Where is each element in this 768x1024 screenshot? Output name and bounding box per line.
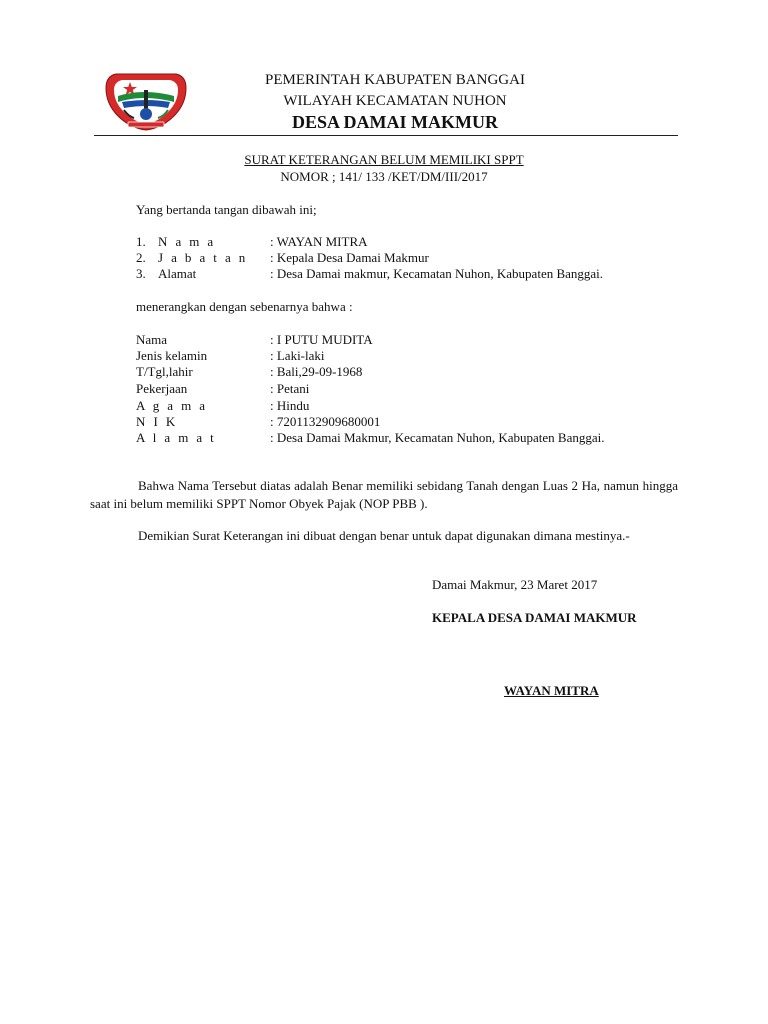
subject-label-religion: A g a m a xyxy=(136,398,208,413)
place-date: Damai Makmur, 23 Maret 2017 xyxy=(432,577,598,592)
subject-value-religion: : Hindu xyxy=(270,398,310,413)
subject-value-address: : Desa Damai Makmur, Kecamatan Nuhon, Kabupaten Banggai. xyxy=(270,430,605,445)
subject-value-birth: : Bali,29-09-1968 xyxy=(270,364,363,379)
subject-label-nik: N I K xyxy=(136,414,178,429)
letter-title-text: SURAT KETERANGAN BELUM MEMILIKI SPPT xyxy=(244,152,524,167)
signer-label-address: Alamat xyxy=(158,266,197,281)
subject-label-address: A l a m a t xyxy=(136,430,217,445)
signer-name: WAYAN MITRA xyxy=(504,683,599,698)
body-paragraph-1 xyxy=(90,477,678,513)
statement-text: menerangkan dengan sebenarnya bahwa : xyxy=(136,299,353,314)
header-district: WILAYAH KECAMATAN NUHON xyxy=(283,93,507,109)
signer-label-name: N a m a xyxy=(158,234,216,249)
signer-num: 2. xyxy=(136,250,146,265)
subject-label-name: Nama xyxy=(136,332,168,347)
subject-label-gender: Jenis kelamin xyxy=(136,348,208,363)
signer-label-position: J a b a t a n xyxy=(158,250,248,265)
subject-label-occupation: Pekerjaan xyxy=(136,381,188,396)
body-paragraph-2 xyxy=(90,527,678,545)
header-divider xyxy=(94,135,678,136)
header-village: DESA DAMAI MAKMUR xyxy=(292,112,498,132)
subject-value-gender: : Laki-laki xyxy=(270,348,325,363)
signer-num: 3. xyxy=(136,266,146,281)
subject-label-birth: T/Tgl,lahir xyxy=(136,364,193,379)
subject-value-occupation: : Petani xyxy=(270,381,310,396)
signer-value-name: : WAYAN MITRA xyxy=(270,234,368,249)
signer-num: 1. xyxy=(136,234,146,249)
body-paragraph-2-text: Demikian Surat Keterangan ini dibuat dengan benar untuk dapat digunakan dimana mestinya.- xyxy=(138,528,630,543)
body-paragraph-1-text: Bahwa Nama Tersebut diatas adalah Benar memiliki sebidang Tanah dengan Luas 2 Ha, namun hingga saat ini belum memiliki SPPT Nomor Obyek Pajak (NOP PBB ). xyxy=(90,478,678,511)
subject-value-name: : I PUTU MUDITA xyxy=(270,332,373,347)
signer-value-address: : Desa Damai makmur, Kecamatan Nuhon, Kabupaten Banggai. xyxy=(270,266,604,281)
intro-text: Yang bertanda tangan dibawah ini; xyxy=(136,202,317,217)
subject-value-nik: : 7201132909680001 xyxy=(270,414,381,429)
letter-title xyxy=(0,152,768,168)
letter-number: NOMOR ; 141/ 133 /KET/DM/III/2017 xyxy=(280,169,488,184)
signer-position: KEPALA DESA DAMAI MAKMUR xyxy=(432,610,637,625)
header-government: PEMERINTAH KABUPATEN BANGGAI xyxy=(265,72,525,88)
regency-emblem-icon xyxy=(104,70,188,132)
signer-value-position: : Kepala Desa Damai Makmur xyxy=(270,250,429,265)
